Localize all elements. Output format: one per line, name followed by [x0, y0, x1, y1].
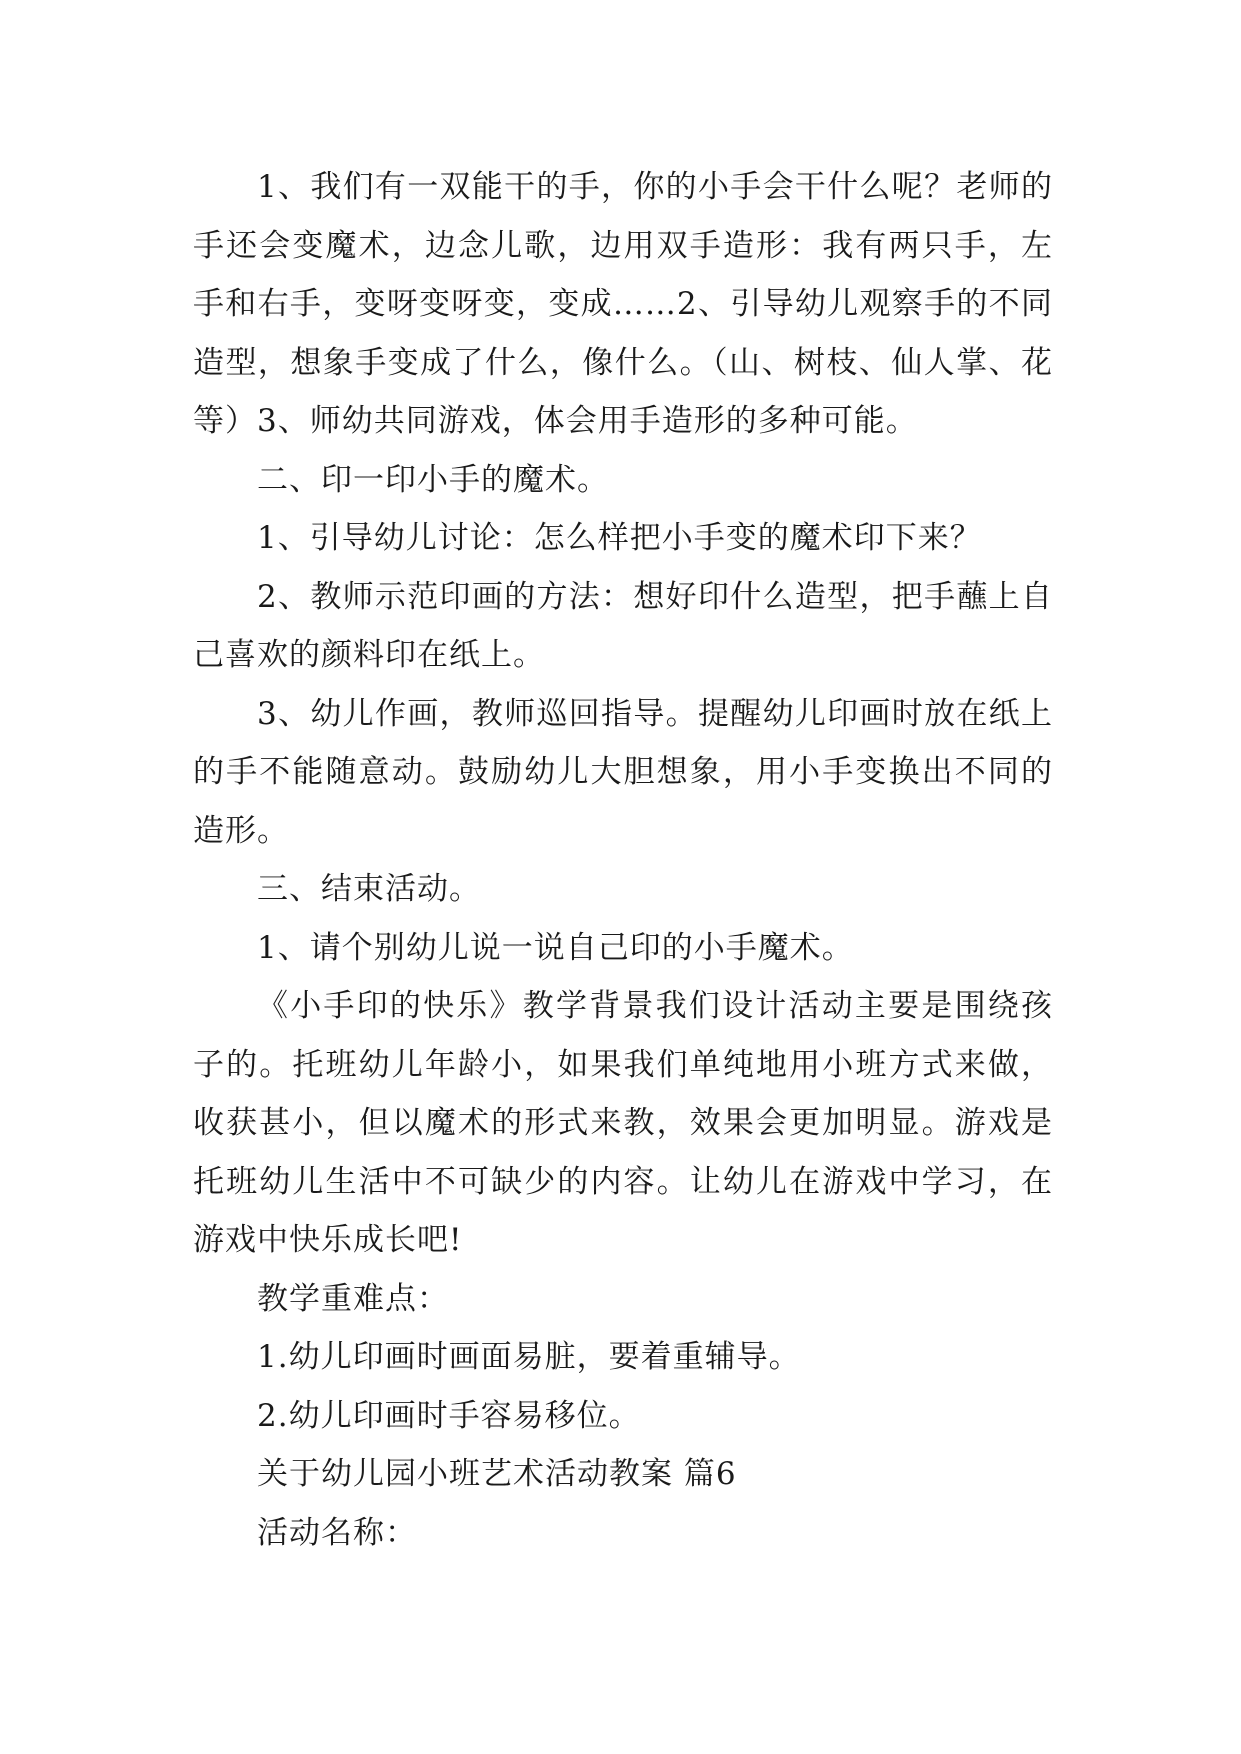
section-heading-print: 二、印一印小手的魔术。: [257, 461, 609, 498]
key-point-item: 1.幼儿印画时画面易脏，要着重辅导。: [257, 1339, 801, 1375]
heading-key-points: 教学重难点：: [257, 1280, 449, 1317]
lesson-plan-title: 关于幼儿园小班艺术活动教案 篇6: [257, 1456, 737, 1492]
paragraph-background: 《小手印的快乐》教学背景我们设计活动主要是围绕孩子的。托班幼儿年龄小，如果我们单纯地用小班方式来做，收获甚小，但以魔术的形式来教，效果会更加明显。游戏是托班幼儿生活中不可缺少的内容。让幼儿在游戏中学习，在游戏中快乐成长吧!: [193, 988, 1053, 1258]
activity-name-label: 活动名称：: [257, 1514, 417, 1551]
key-point-item: 2.幼儿印画时手容易移位。: [257, 1397, 641, 1434]
paragraph-sharing: 1、请个别幼儿说一说自己印的小手魔术。: [257, 929, 854, 966]
section-heading-end: 三、结束活动。: [257, 871, 481, 907]
paragraph-demonstration: 2、教师示范印画的方法：想好印什么造型，把手蘸上自己喜欢的颜料印在纸上。: [193, 578, 1053, 673]
paragraph-discussion: 1、引导幼儿讨论：怎么样把小手变的魔术印下来？: [257, 520, 982, 556]
paragraph-activity-steps: 1、我们有一双能干的手，你的小手会干什么呢？老师的手还会变魔术，边念儿歌，边用双手造形：我有两只手，左手和右手，变呀变呀变，变成……2、引导幼儿观察手的不同造型，想象手变成了什么，像什么。（山、树枝、仙人掌、花等）3、师幼共同游戏，体会用手造形的多种可能。: [193, 169, 1053, 439]
document-body: [193, 158, 1053, 1562]
paragraph-drawing: 3、幼儿作画，教师巡回指导。提醒幼儿印画时放在纸上的手不能随意动。鼓励幼儿大胆想象，用小手变换出不同的造形。: [193, 695, 1053, 849]
